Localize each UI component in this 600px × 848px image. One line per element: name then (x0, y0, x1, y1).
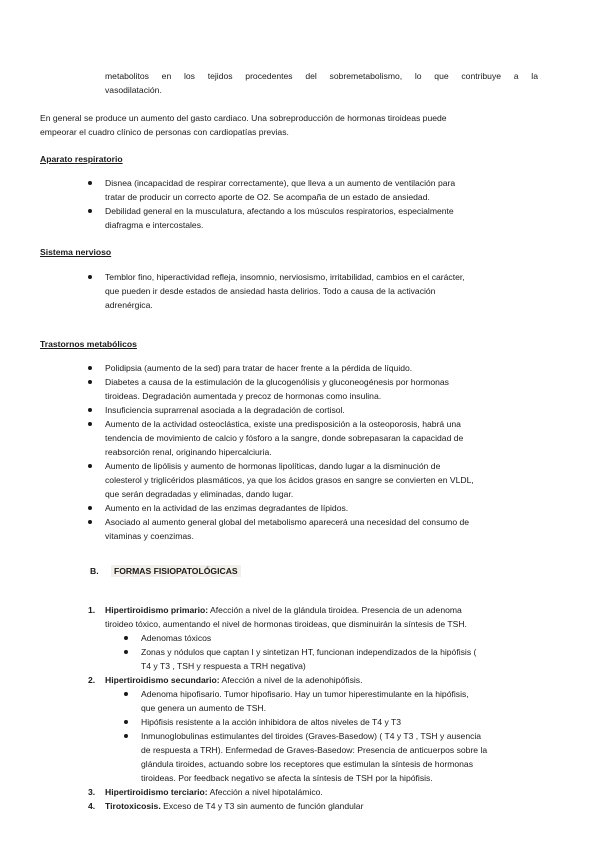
section-heading-b (90, 564, 241, 578)
text-line (105, 799, 538, 813)
text-line (105, 785, 538, 799)
text-line: Diabetes a causa de la estimulación de la glucogenólisis y gluconeogénesis por hormonas (105, 377, 449, 387)
text-line: que genera un aumento de TSH. (141, 703, 267, 713)
bullet-icon (124, 636, 128, 640)
text-line: tiroideas. Degradación aumentada y precoz de hormonas como insulina. (105, 391, 382, 401)
list-item (105, 459, 538, 501)
list-item (105, 417, 538, 459)
term: Tirotoxicosis. (105, 801, 161, 811)
bullet-icon (88, 506, 92, 510)
list-item (105, 673, 538, 687)
list-number: 1. (88, 605, 96, 615)
list-item (105, 270, 538, 312)
text-line: En general se produce un aumento del gasto cardiaco. Una sobreproducción de hormonas tiroideas puede (40, 113, 447, 123)
bullet-icon (124, 692, 128, 696)
heading-sistema-nervioso: Sistema nervioso (40, 247, 112, 257)
text-line: empeorar el cuadro clínico de personas con cardiopatías previas. (40, 127, 289, 137)
section-letter: B. (90, 566, 99, 576)
text-line: metabolitos en los tejidos procedentes del sobremetabolismo, lo que contribuye a la (105, 71, 538, 81)
heading-trastornos-metabolicos: Trastornos metabólicos (40, 339, 137, 349)
sub-list-item (141, 729, 538, 785)
bullet-icon (124, 650, 128, 654)
text-line: colesterol y triglicéridos plasmáticos, ya que los ácidos grasos en sangre se convierten en VLDL, (105, 475, 474, 485)
list-item (105, 204, 538, 232)
bullet-icon (88, 408, 92, 412)
list-item (105, 785, 538, 799)
bullet-icon (88, 366, 92, 370)
list-number: 2. (88, 675, 96, 685)
term: Hipertiroidismo terciario: (105, 787, 208, 797)
text-line: reabsorción renal, originando hipercalciuria. (105, 447, 272, 457)
text-line: vitaminas y coenzimas. (105, 531, 194, 541)
sub-list-item (141, 715, 538, 729)
bullet-icon (88, 464, 92, 468)
general-paragraph (40, 111, 538, 139)
text-line: Hipófisis resistente a la acción inhibidora de altos niveles de T4 y T3 (141, 717, 402, 727)
sub-list-item (141, 631, 538, 645)
text-line: tiroideo tóxico, aumentando el nivel de hormonas tiroideas, que disminuirán la síntesis de TSH. (105, 619, 467, 629)
list-item (105, 361, 538, 375)
term: Hipertiroidismo primario: (105, 605, 209, 615)
text-line: Adenomas tóxicos (141, 633, 212, 643)
sub-list-item (141, 645, 538, 673)
text-line: Aumento en la actividad de las enzimas degradantes de lípidos. (105, 503, 349, 513)
sub-list-item (141, 687, 538, 715)
bullet-icon (88, 209, 92, 213)
text-line: Aumento de lipólisis y aumento de hormonas lipolíticas, dando lugar a la disminución de (105, 461, 441, 471)
text-line: tratar de producir un correcto aporte de O2. Se acompaña de un estado de ansiedad. (105, 192, 430, 202)
bullet-icon (124, 720, 128, 724)
text-line: tiroideas. Por feedback negativo se afecta la síntesis de TSH por la hipófisis. (141, 773, 433, 783)
term-description: Exceso de T4 y T3 sin aumento de función glandular (160, 801, 364, 811)
bullet-icon (88, 380, 92, 384)
bullet-icon (88, 422, 92, 426)
list-item (105, 515, 538, 543)
text-line: adrenérgica. (105, 300, 153, 310)
bullet-icon (124, 734, 128, 738)
text-line: que pueden ir desde estados de ansiedad hasta delirios. Todo a causa de la activación (105, 286, 436, 296)
text-line: Disnea (incapacidad de respirar correctamente), que lleva a un aumento de ventilación para (105, 178, 456, 188)
text-line: Temblor fino, hiperactividad refleja, insomnio, nerviosismo, irritabilidad, cambios en el carácter, (105, 272, 465, 282)
term-description: Afección a nivel hipotalámico. (207, 787, 323, 797)
text-line: diafragma e intercostales. (105, 220, 204, 230)
intro-paragraph (105, 69, 538, 97)
list-item (105, 403, 538, 417)
text-line (105, 673, 538, 687)
text-line: Asociado al aumento general global del metabolismo aparecerá una necesidad del consumo de (105, 517, 470, 527)
text-line: de respuesta a TRH). Enfermedad de Graves-Basedow: Presencia de anticuerpos sobre la (141, 745, 488, 755)
text-line: T4 y T3 , TSH y respuesta a TRH negativa) (141, 661, 306, 671)
text-line: Polidipsia (aumento de la sed) para tratar de hacer frente a la pérdida de líquido. (105, 363, 413, 373)
text-line: Aumento de la actividad osteoclástica, existe una predisposición a la osteoporosis, habrá una (105, 419, 461, 429)
text-line: que serán degradadas y eliminadas, dando lugar. (105, 489, 294, 499)
text-line: tendencia de movimiento de calcio y fósforo a la sangre, donde sobrepasaran la capacidad de (105, 433, 464, 443)
heading-aparato-respiratorio: Aparato respiratorio (40, 154, 123, 164)
list-item (105, 501, 538, 515)
list-item (105, 176, 538, 204)
text-line: glándula tiroides, actuando sobre los receptores que estimulan la síntesis de hormonas (141, 759, 474, 769)
term-description: Afección a nivel de la glándula tiroidea. Presencia de un adenoma (208, 605, 462, 615)
text-line: Adenoma hipofisario. Tumor hipofisario. Hay un tumor hiperestimulante en la hipófisis, (141, 689, 469, 699)
list-item (105, 799, 538, 813)
list-item (105, 603, 538, 631)
bullet-icon (88, 275, 92, 279)
text-line: vasodilatación. (105, 85, 162, 95)
text-line: Insuficiencia suprarrenal asociada a la degradación de cortisol. (105, 405, 345, 415)
list-item (105, 375, 538, 403)
text-line: Inmunoglobulinas estimulantes del tiroides (Graves-Basedow) ( T4 y T3 , TSH y ausencia (141, 731, 482, 741)
term: Hipertiroidismo secundario: (105, 675, 220, 685)
list-number: 3. (88, 787, 96, 797)
text-line: Debilidad general en la musculatura, afectando a los músculos respiratorios, especialmente (105, 206, 454, 216)
text-line (105, 603, 538, 617)
text-line: Zonas y nódulos que captan I y sintetizan HT, funcionan independizados de la hipófisis ( (141, 647, 477, 657)
bullet-icon (88, 520, 92, 524)
section-title: FORMAS FISIOPATOLÓGICAS (111, 565, 241, 577)
bullet-icon (88, 181, 92, 185)
term-description: Afección a nivel de la adenohipófisis. (219, 675, 363, 685)
list-number: 4. (88, 801, 96, 811)
